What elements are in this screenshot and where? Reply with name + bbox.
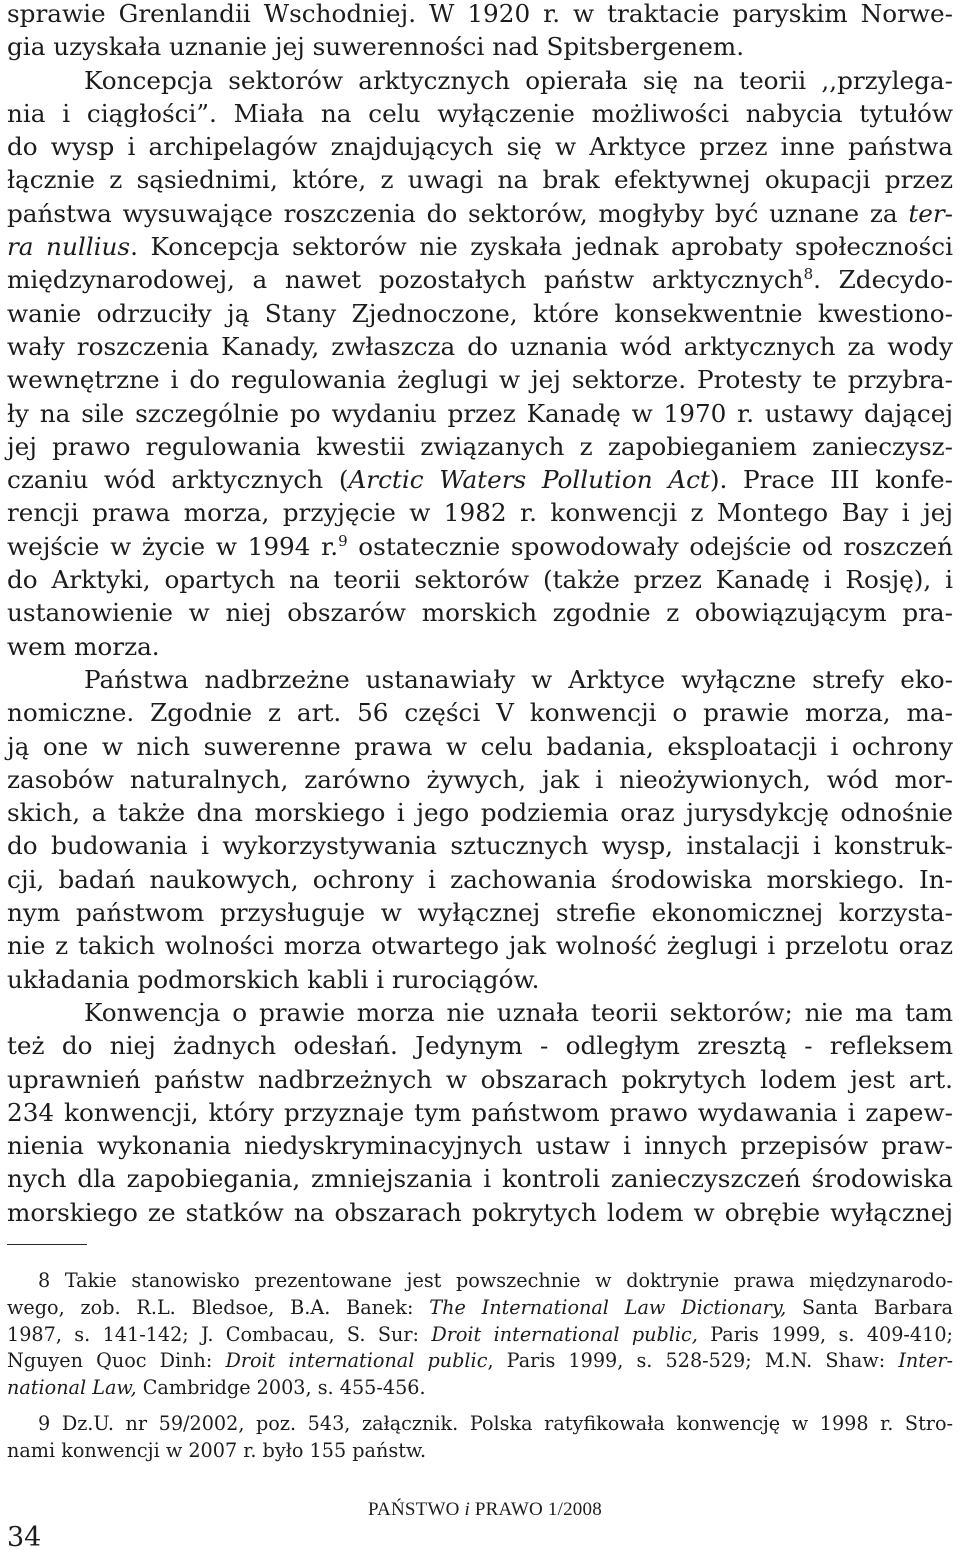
text-line: nie z takich wolności morza otwartego jak wolność żeglugi i przelotu oraz — [7, 931, 953, 961]
text-line: ra nullius. Koncepcja sektorów nie zyskała jednak aprobaty społeczności — [7, 232, 953, 262]
text-line: nym państwom przysługuje w wyłącznej strefie ekonomicznej korzysta- — [7, 898, 953, 928]
text-line: wem morza. — [7, 631, 160, 661]
text-line: morskiego ze statków na obszarach pokrytych lodem w obrębie wyłącznej — [7, 1197, 953, 1227]
italic-term: ter- — [908, 198, 953, 228]
italic-title: Arctic Waters Pollution Act — [348, 465, 710, 495]
text-line: skich, a także dna morskiego i jego podziemia oraz jurysdykcję odnośnie — [7, 798, 953, 828]
text-line: nienia wykonania niedyskryminacyjnych ustaw i innych przepisów praw- — [7, 1131, 953, 1161]
text-line: zasobów naturalnych, zarówno żywych, jak i nieożywionych, wód mor- — [7, 764, 953, 794]
text-line: uprawnień państw nadbrzeżnych w obszarach pokrytych lodem jest art. — [7, 1064, 953, 1094]
text-line: wały roszczenia Kanady, zwłaszcza do uznania wód arktycznych za wody — [7, 331, 953, 361]
text-line: rencji prawa morza, przyjęcie w 1982 r. konwencji z Montego Bay i jej — [7, 498, 953, 528]
text-line: ły na sile szczególnie po wydaniu przez Kanadę w 1970 r. ustawy dającej — [7, 398, 953, 428]
text-line: gia uzyskała uznanie jej suwerenności nad Spitsbergenem. — [7, 32, 745, 62]
paragraph-start: Konwencja o prawie morza nie uznała teorii sektorów; nie ma tam — [84, 997, 953, 1027]
text-line: ustanowienie w niej obszarów morskich zgodnie z obowiązującym pra- — [7, 598, 953, 628]
text-line: układania podmorskich kabli i rurociągów. — [7, 964, 540, 994]
footnote-8: 8 Takie stanowisko prezentowane jest powszechnie w doktrynie prawa międzynarodo- — [38, 1269, 953, 1292]
text-line: nia i ciągłości”. Miała na celu wyłączenie możliwości nabycia tytułów — [7, 98, 953, 128]
paragraph-start: Państwa nadbrzeżne ustanawiały w Arktyce wyłączne strefy eko- — [84, 664, 953, 694]
italic-term: ra nullius — [7, 232, 131, 262]
footnote-line: national Law, Cambridge 2003, s. 455-456. — [7, 1376, 426, 1400]
text-line: do wysp i archipelagów znajdujących się w Arktyce przez inne państwa — [7, 132, 953, 162]
text-line: też do niej żadnych odesłań. Jedynym - odległym zresztą - refleksem — [7, 1031, 953, 1061]
text-line: łącznie z sąsiednimi, które, z uwagi na brak efektywnej okupacji przez — [7, 165, 953, 195]
text-line: nych dla zapobiegania, zmniejszania i kontroli zanieczyszczeń środowiska — [7, 1164, 953, 1194]
footnote-9: 9 Dz.U. nr 59/2002, poz. 543, załącznik. Polska ratyfikowała konwencję w 1998 r. Stro- — [38, 1411, 953, 1435]
text-line: czaniu wód arktycznych (Arctic Waters Pollution Act). Prace III konfe- — [7, 465, 953, 495]
text-line: do Arktyki, opartych na teorii sektorów (także przez Kanadę i Rosję), i — [7, 565, 953, 595]
paragraph-start: Koncepcja sektorów arktycznych opierała się na teorii ,,przylega- — [84, 65, 953, 95]
text-line: wewnętrzne i do regulowania żeglugi w jej sektorze. Protesty te przybra- — [7, 365, 953, 395]
footnote-ref-8[interactable]: 8 — [803, 265, 814, 284]
footnote-number: 9 — [38, 1411, 51, 1435]
main-text — [7, 0, 953, 1229]
text-line: 234 konwencji, który przyznaje tym państwom prawo wydawania i zapew- — [7, 1097, 953, 1127]
text-line: sprawie Grenlandii Wschodniej. W 1920 r. w traktacie paryskim Norwe- — [7, 0, 953, 28]
text-line: jej prawo regulowania kwestii związanych z zapobieganiem zanieczysz- — [7, 431, 953, 461]
footnote-line: nami konwencji w 2007 r. było 155 państw. — [7, 1438, 427, 1462]
text-line: cji, badań naukowych, ochrony i zachowania środowiska morskiego. In- — [7, 864, 953, 894]
text-line: ją one w nich suwerenne prawa w celu badania, eksploatacji i ochrony — [7, 731, 953, 761]
footnote-separator — [7, 1244, 87, 1245]
footnote-ref-9[interactable]: 9 — [338, 531, 348, 550]
text-line: wanie odrzuciły ją Stany Zjednoczone, które konsekwentnie kwestiono- — [7, 298, 953, 328]
footnote-line: 1987, s. 141-142; J. Combacau, S. Sur: Droit international public, Paris 1999, s. 409-410; — [7, 1322, 953, 1346]
footnote-line: wego, zob. R.L. Bledsoe, B.A. Banek: The International Law Dictionary, Santa Barbara — [7, 1295, 953, 1319]
text-line: wejście w życie w 1994 r.$^9$ ostatecznie spowodowały odejście od roszczeń — [7, 531, 954, 561]
text-line: do budowania i wykorzystywania sztucznych wysp, instalacji i konstruk- — [7, 831, 953, 861]
footnote-line: Nguyen Quoc Dinh: Droit international public, Paris 1999, s. 528-529; M.N. Shaw: Inter- — [7, 1349, 953, 1373]
footnotes — [7, 1268, 953, 1465]
running-footer: PAŃSTWO i PRAWO 1/2008 — [368, 1499, 602, 1520]
page-number: 34 — [7, 1522, 42, 1553]
text-line: nomiczne. Zgodnie z art. 56 części V konwencji o prawie morza, ma- — [7, 698, 953, 728]
text-line: międzynarodowej, a nawet pozostałych państw arktycznych$^8$. Zdecydo- — [7, 265, 953, 295]
footnote-number: 8 — [38, 1269, 51, 1292]
text-line: państwa wysuwające roszczenia do sektorów, mogłyby być uznane za ter- — [7, 198, 953, 228]
